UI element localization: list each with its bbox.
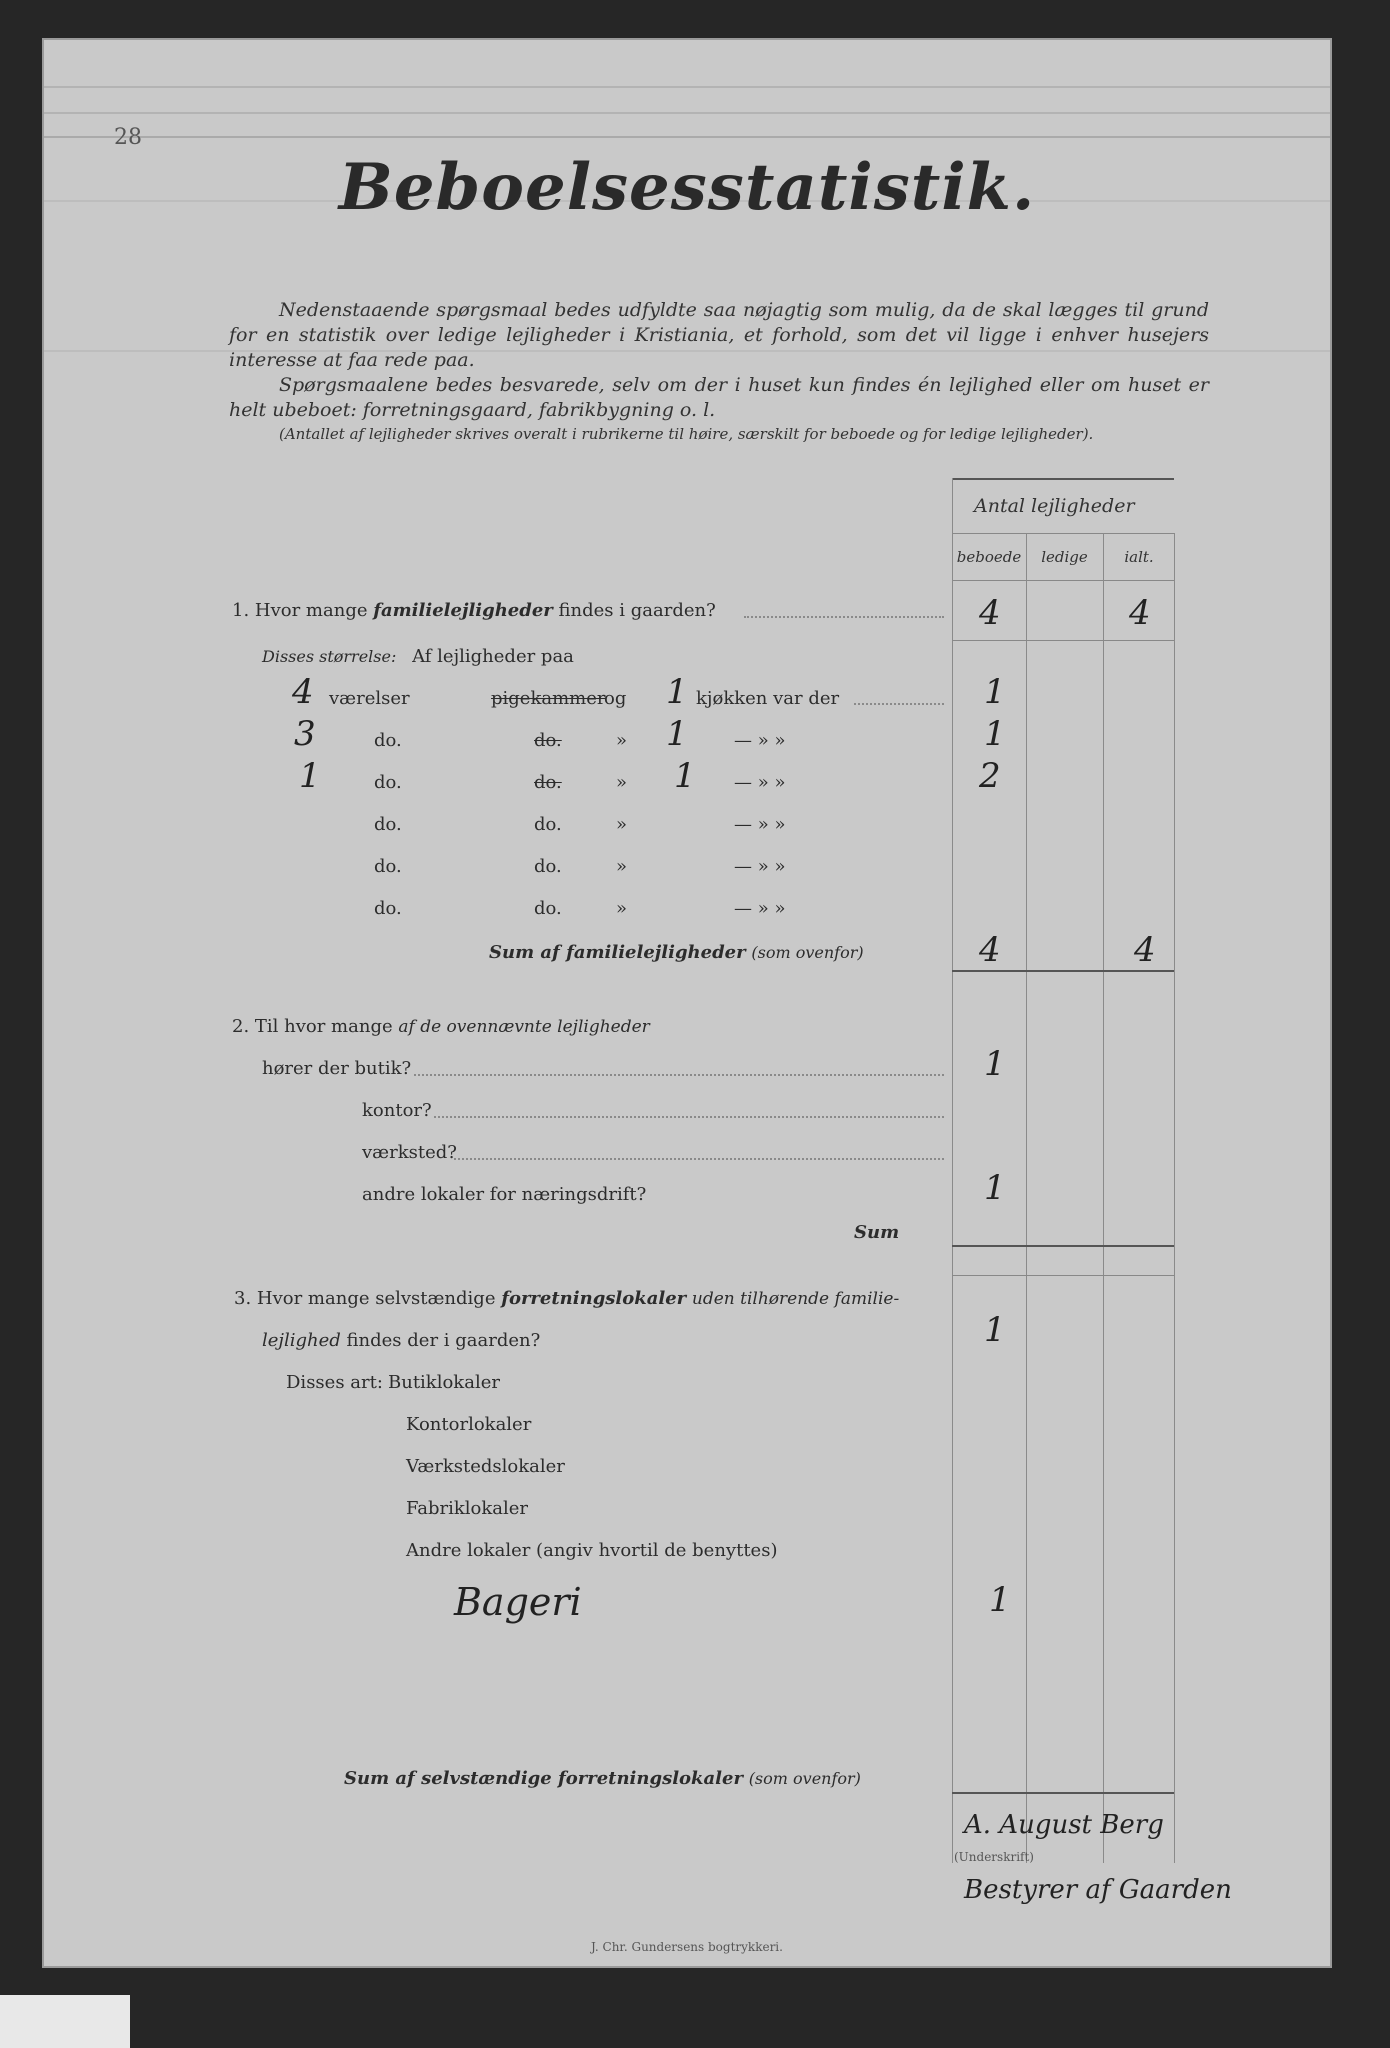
form-title: Beboelsesstatistik. (338, 150, 1036, 225)
q1-emph: familielejligheder (373, 600, 553, 621)
size-row-b: do. (534, 772, 562, 793)
ruled-line (44, 136, 1330, 138)
q1-label: 1. Hvor mange (232, 600, 368, 621)
dot-leader (434, 1098, 944, 1118)
size-row-rooms: 3 (294, 714, 316, 754)
q3-line2-it: lejlighed (262, 1330, 341, 1351)
grid-sum-rule (952, 970, 1174, 972)
intro-text (229, 298, 1209, 445)
header-antal-lejligheder: Antal lejligheder (974, 495, 1135, 517)
grid-rule (952, 533, 1174, 534)
grid-column-line (1174, 533, 1175, 1863)
q3-art-item: Værkstedslokaler (406, 1456, 565, 1477)
q3-sum-line (344, 1768, 861, 1789)
q1-line (232, 600, 716, 621)
size-row-a: værelser (329, 688, 410, 709)
size-row-kitchen: 1 (674, 756, 696, 796)
q3-art-item: Andre lokaler (angiv hvortil de benyttes) (406, 1540, 778, 1561)
signature-title: Bestyrer af Gaarden (964, 1875, 1232, 1905)
q2-line (232, 1016, 650, 1037)
q3-art-label: Disses art: (286, 1372, 383, 1393)
q1-beboede-value: 4 (979, 593, 1001, 633)
q2-sum: Sum (854, 1222, 900, 1243)
dot-leader (454, 1140, 944, 1160)
printer-footer: J. Chr. Gundersens bogtrykkeri. (591, 1940, 783, 1954)
intro-paragraph-1: Nedenstaaende spørgsmaal bedes udfyldte saa nøjagtig som mulig, da de skal lægges til grund for en statistik over ledige lejligheder i Kristiania, et forhold, som det vil ligge i enhver husejers interesse at faa rede paa. (229, 299, 1209, 371)
q3-line2 (262, 1330, 540, 1351)
ruled-line (44, 112, 1330, 114)
size-row-rooms: 1 (299, 756, 321, 796)
size-row-a: do. (374, 772, 402, 793)
header-ialt: ialt. (1124, 548, 1154, 566)
q1-sum-label: Sum af familielejligheder (489, 942, 746, 963)
q1-sum-line (489, 942, 864, 963)
size-row-beboede: 1 (984, 672, 1006, 712)
size-row-c: og (604, 688, 627, 709)
q3-handwritten-value: 1 (989, 1580, 1011, 1620)
size-row-a: do. (374, 898, 402, 919)
q1-sum-rest: (som ovenfor) (751, 943, 864, 962)
size-row-beboede: 2 (979, 756, 1001, 796)
grid-rule (952, 640, 1174, 641)
q1-ialt-value: 4 (1129, 593, 1151, 633)
size-row-d: kjøkken var der (696, 688, 840, 709)
size-row-d: — » » (734, 898, 786, 919)
q2-butik-value: 1 (984, 1044, 1006, 1084)
q1-size-intro (262, 646, 574, 667)
size-row-b: do. (534, 730, 562, 751)
q3-art-item: Fabriklokaler (406, 1498, 529, 1519)
dot-leader (744, 598, 944, 618)
scan-edge-patch (0, 1995, 130, 2048)
size-row-a: do. (374, 814, 402, 835)
q3-art-item: Butiklokaler (388, 1372, 500, 1393)
q2-andre: andre lokaler for næringsdrift? (362, 1184, 647, 1205)
q3-line (234, 1288, 899, 1309)
q3-handwritten-use: Bageri (454, 1580, 582, 1624)
size-row-kitchen: 1 (666, 672, 688, 712)
size-row-c: » (616, 898, 628, 919)
size-row-beboede: 1 (984, 714, 1006, 754)
intro-paragraph-2: Spørgsmaalene bedes besvarede, selv om der i huset kun findes én lejlighed eller om huset er helt ubeboet: forretningsgaard, fabrikbygning o. l. (229, 374, 1209, 421)
size-row-c: » (616, 814, 628, 835)
census-form (42, 38, 1332, 1968)
q2-rest: af de ovennævnte lejligheder (398, 1017, 650, 1037)
size-intro-text: Af lejligheder paa (412, 646, 574, 667)
size-row-rooms: 4 (292, 672, 314, 712)
size-row-d: — » » (734, 856, 786, 877)
size-row-b: do. (534, 898, 562, 919)
q3-sum-label: Sum af selvstændige forretningslokaler (344, 1768, 743, 1789)
q2-label: 2. Til hvor mange (232, 1016, 393, 1037)
size-row-b: do. (534, 856, 562, 877)
grid-sum-rule (952, 1245, 1174, 1247)
q3-label: 3. Hvor mange selvstændige (234, 1288, 496, 1309)
grid-column-line (1103, 533, 1104, 1863)
q2-andre-value: 1 (984, 1168, 1006, 1208)
size-row-a: do. (374, 730, 402, 751)
grid-sum-rule (952, 1792, 1174, 1794)
q1-rest: findes i gaarden? (558, 600, 716, 621)
size-row-c: » (616, 856, 628, 877)
grid-column-line (952, 478, 953, 1863)
ruled-line (44, 86, 1330, 88)
intro-paragraph-3: (Antallet af lejligheder skrives overalt i rubrikerne til høire, særskilt for beboede og for ledige lejligheder). (279, 425, 1094, 443)
grid-rule (952, 1275, 1174, 1276)
header-beboede: beboede (956, 548, 1022, 566)
dot-leader (414, 1056, 944, 1076)
q2-verksted: værksted? (362, 1142, 457, 1163)
q2-kontor: kontor? (362, 1100, 432, 1121)
size-row-b: pigekammer (491, 688, 606, 709)
dot-leader (854, 685, 944, 705)
size-row-c: » (616, 730, 628, 751)
q1-sum-beboede: 4 (979, 930, 1001, 970)
grid-top-rule (952, 478, 1174, 480)
q3-line2-text: findes der i gaarden? (346, 1330, 541, 1351)
grid-rule (952, 580, 1174, 581)
q3-emph: forretningslokaler (501, 1288, 687, 1309)
size-row-kitchen: 1 (666, 714, 688, 754)
q3-sum-rest: (som ovenfor) (748, 1769, 861, 1788)
q3-value: 1 (984, 1310, 1006, 1350)
q3-art-item: Kontorlokaler (406, 1414, 532, 1435)
signature-caption: (Underskrift) (954, 1850, 1034, 1864)
size-row-c: » (616, 772, 628, 793)
size-row-d: — » » (734, 772, 786, 793)
corner-mark: 28 (114, 125, 142, 150)
q1-sum-ialt: 4 (1134, 930, 1156, 970)
size-row-a: do. (374, 856, 402, 877)
grid-column-line (1026, 533, 1027, 1863)
q3-rest: uden tilhørende familie- (691, 1289, 900, 1309)
size-row-b: do. (534, 814, 562, 835)
q2-butik: hører der butik? (262, 1058, 412, 1079)
header-ledige: ledige (1041, 548, 1088, 566)
signature-name: A. August Berg (964, 1810, 1164, 1840)
size-row-d: — » » (734, 814, 786, 835)
size-row-d: — » » (734, 730, 786, 751)
size-intro-label: Disses størrelse: (262, 647, 397, 666)
